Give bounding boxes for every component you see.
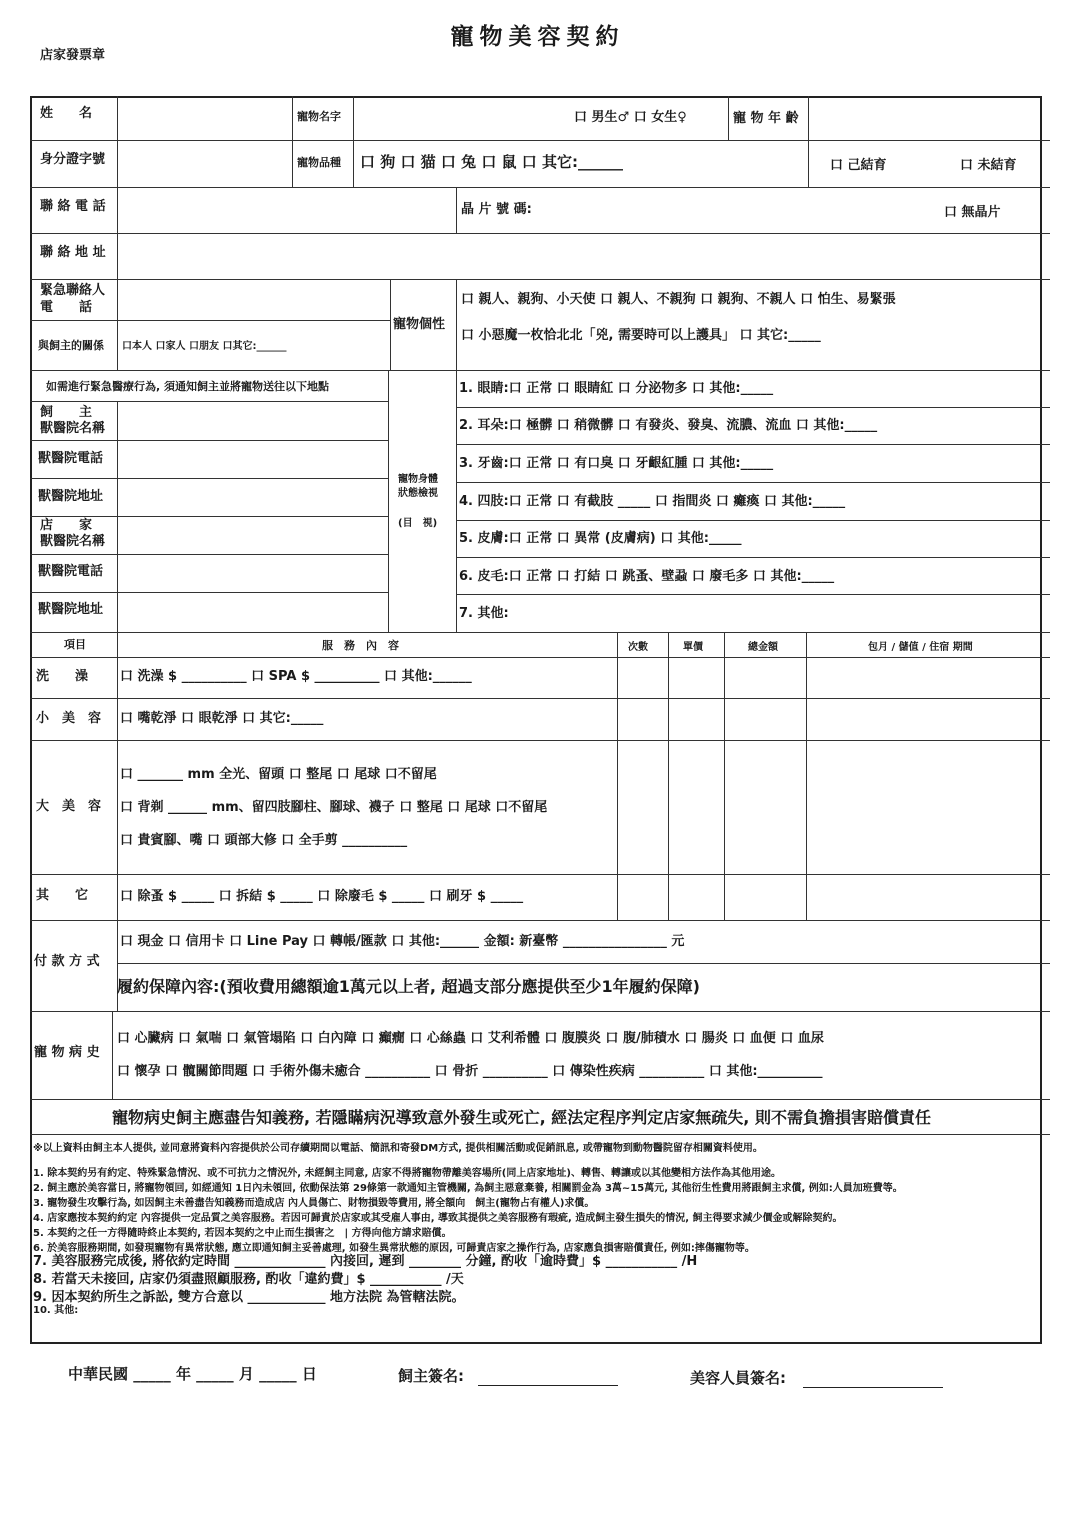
check-teeth[interactable]: 3. 牙齒:口 正常 口 有口臭 口 牙齦紅腫 口 其他:_____	[459, 456, 774, 471]
other-service-label: 其 它	[36, 888, 89, 903]
privacy-consent-note: ※以上資料由飼主本人提供, 並同意將資料內容提供於公司存續期間以電話、簡訊和寄發DM方式, 提供相關活動或促銷訊息, 或帶寵物到動物醫院留存相關資料使用。	[33, 1143, 763, 1154]
term-7[interactable]: 7. 美容服務完成後, 將依約定時間 ______________ 內接回, 遲到 ________ 分鐘, 酌收「逾時費」$ ___________ /H	[33, 1254, 698, 1269]
owner-vet-name-label: 獸醫院名稱	[40, 421, 106, 436]
pet-age-label: 寵 物 年 齡	[733, 111, 799, 126]
relation-label: 與飼主的關係	[38, 339, 104, 352]
full-grooming-label: 大 美 容	[36, 799, 102, 814]
owner-vet-address-label: 獸醫院地址	[38, 489, 104, 504]
neutered-checkbox[interactable]: 口 己結育	[830, 158, 887, 173]
shop-vet-label: 店 家	[40, 518, 93, 533]
personality-options-line1[interactable]: 口 親人、親狗、小天使 口 親人、不親狗 口 親狗、不親人 口 怕生、易緊張	[461, 292, 896, 307]
owner-vet-label: 飼 主	[40, 405, 93, 420]
full-grooming-line1[interactable]: 口 _______ mm 全光、留頭 口 整尾 口 尾球 口不留尾	[120, 767, 437, 782]
personality-options-line2[interactable]: 口 小惡魔一枚恰北北「兇, 需要時可以上護具」 口 其它:_____	[461, 328, 821, 343]
check-ears[interactable]: 2. 耳朵:口 極髒 口 稍微髒 口 有發炎、發臭、流膿、流血 口 其他:_____	[459, 418, 878, 433]
pet-personality-label: 寵物個性	[393, 317, 446, 332]
emergency-phone-label: 電 話	[40, 300, 93, 315]
phone-label: 聯 絡 電 話	[40, 199, 106, 214]
term-10[interactable]: 10. 其他:	[33, 1305, 79, 1316]
contract-date[interactable]: 中華民國 _____ 年 _____ 月 _____ 日	[68, 1365, 317, 1383]
owner-signature-line[interactable]	[478, 1385, 618, 1386]
full-grooming-line3[interactable]: 口 貴賓腳、嘴 口 頭部大修 口 全手剪 __________	[120, 833, 408, 848]
check-limbs[interactable]: 4. 四肢:口 正常 口 有截肢 _____ 口 指間炎 口 癱瘓 口 其他:_____	[459, 494, 846, 509]
shop-vet-name-label: 獸醫院名稱	[40, 534, 106, 549]
full-grooming-line2[interactable]: 口 背剃 ______ mm、留四肢腳柱、腳球、襪子 口 整尾 口 尾球 口不留尾	[120, 800, 548, 815]
emergency-medical-notice: 如需進行緊急醫療行為, 須通知飼主並將寵物送往以下地點	[46, 380, 330, 393]
bath-options[interactable]: 口 洗澡 $ __________ 口 SPA $ __________ 口 其他:______	[120, 669, 472, 684]
pet-breed-label: 寵物品種	[297, 156, 341, 169]
check-skin[interactable]: 5. 皮膚:口 正常 口 異常 (皮膚病) 口 其他:_____	[459, 531, 742, 546]
chip-number-label: 晶 片 號 碼:	[461, 202, 532, 217]
other-service-options[interactable]: 口 除蚤 $ _____ 口 拆結 $ _____ 口 除廢毛 $ _____ 口 刷牙 $ _____	[120, 889, 524, 904]
address-label: 聯 絡 地 址	[40, 245, 106, 260]
medical-history-label: 寵 物 病 史	[34, 1045, 100, 1060]
term-1: 1. 除本契約另有約定、特殊緊急情況、或不可抗力之情況外, 未經飼主同意, 店家不得將寵物帶離美容場所(同上店家地址)、轉售、轉讓或以其他變相方法作為其他用途。	[33, 1168, 781, 1179]
service-header-total: 總金額	[748, 642, 778, 653]
bath-label: 洗 澡	[36, 669, 89, 684]
staff-signature-line[interactable]	[803, 1387, 943, 1388]
body-check-label-3: (目 視)	[398, 518, 438, 529]
pet-name-label: 寵物名字	[297, 110, 341, 123]
check-coat[interactable]: 6. 皮毛:口 正常 口 打結 口 跳蚤、壁蝨 口 廢毛多 口 其他:_____	[459, 569, 835, 584]
performance-guarantee-text: 履約保障內容:(預收費用總額逾1萬元以上者, 超過支部分應提供至少1年履約保障)	[117, 977, 700, 996]
service-header-unit-price: 單價	[683, 642, 703, 653]
not-neutered-checkbox[interactable]: 口 未結育	[960, 158, 1017, 173]
medical-history-line2[interactable]: 口 懷孕 口 髖關節問題 口 手術外傷未癒合 __________ 口 骨折 __________ 口 傳染性疾病 __________ 口 其他:__________	[117, 1064, 823, 1079]
emergency-contact-label: 緊急聯絡人	[40, 283, 106, 298]
service-header-item: 項目	[64, 638, 86, 651]
check-eyes[interactable]: 1. 眼睛:口 正常 口 眼睛紅 口 分泌物多 口 其他:_____	[459, 381, 774, 396]
term-2: 2. 飼主應於美容當日, 將寵物領回, 如經通知 1日內未領回, 依動保法第 29條第一款通知主管機關, 為飼主惡意棄養, 相關罰金為 3萬~15萬元, 其他衍生性費用將跟飼主求償, 例如:人員加班費等。	[33, 1183, 903, 1194]
staff-signature-label: 美容人員簽名:	[690, 1369, 786, 1387]
shop-vet-phone-label: 獸醫院電話	[38, 564, 104, 579]
owner-vet-phone-label: 獸醫院電話	[38, 451, 104, 466]
term-5: 5. 本契約之任一方得隨時終止本契約, 若因本契約之中止而生損害之 | 方得向他方請求賠償。	[33, 1228, 452, 1239]
service-header-count: 次數	[628, 642, 648, 653]
pet-gender-options[interactable]: 口 男生♂ 口 女生♀	[574, 110, 687, 125]
owner-signature-label: 飼主簽名:	[398, 1367, 464, 1385]
term-8[interactable]: 8. 若當天未接回, 店家仍須盡照顧服務, 酌收「違約費」$ ___________ /天	[33, 1272, 464, 1287]
term-6: 6. 於美容服務期間, 如發現寵物有異常狀態, 應立即通知飼主妥善處理, 如發生異常狀態的原因, 可歸責店家之操作行為, 店家應負損害賠償責任, 例如:摔傷寵物等。	[33, 1243, 755, 1254]
term-9[interactable]: 9. 因本契約所生之訴訟, 雙方合意以 ____________ 地方法院 為管轄法院。	[33, 1290, 465, 1305]
pet-breed-options[interactable]: 口 狗 口 猫 口 兔 口 鼠 口 其它:______	[360, 153, 623, 171]
owner-name-label: 姓 名	[40, 106, 93, 121]
relation-options[interactable]: 口本人 口家人 口朋友 口其它:______	[122, 341, 287, 352]
shop-invoice-stamp-label: 店家發票章	[40, 48, 106, 63]
body-check-label-2: 狀態檢視	[398, 488, 438, 499]
term-4: 4. 店家應按本契約約定 內容提供一定品質之美容服務。若因可歸責於店家或其受雇人事由, 導致其提供之美容服務有瑕疵, 造成飼主發生損失的情況, 飼主得要求減少價金或解除契約。	[33, 1213, 843, 1224]
payment-options[interactable]: 口 現金 口 信用卡 口 Line Pay 口 轉帳/匯款 口 其他:______ 金額: 新臺幣 ________________ 元	[120, 934, 685, 949]
check-other[interactable]: 7. 其他:	[459, 606, 509, 621]
small-grooming-options[interactable]: 口 嘴乾淨 口 眼乾淨 口 其它:_____	[120, 711, 324, 726]
service-header-period: 包月 / 儲值 / 住宿 期間	[868, 642, 973, 653]
service-header-content: 服 務 內 容	[322, 639, 399, 652]
shop-vet-address-label: 獸醫院地址	[38, 602, 104, 617]
medical-history-line1[interactable]: 口 心臟病 口 氣喘 口 氣管塌陷 口 白內障 口 癲癇 口 心絲蟲 口 艾利希體 口 腹膜炎 口 腹/肺積水 口 腸炎 口 血便 口 血尿	[117, 1031, 824, 1046]
document-title: 寵物美容契約	[450, 24, 625, 50]
body-check-label-1: 寵物身體	[398, 474, 438, 485]
small-grooming-label: 小 美 容	[36, 711, 102, 726]
medical-disclosure-warning: 寵物病史飼主應盡告知義務, 若隱瞞病況導致意外發生或死亡, 經法定程序判定店家無疏失, 則不需負擔損害賠償責任	[112, 1108, 931, 1127]
id-number-label: 身分證字號	[40, 152, 106, 167]
term-3: 3. 寵物發生攻擊行為, 如因飼主未善盡告知義務而造成店 內人員傷亡、財物損毀等費用, 將全額向 飼主(寵物占有權人)求償。	[33, 1198, 595, 1209]
payment-method-label: 付 款 方 式	[34, 954, 100, 969]
no-chip-checkbox[interactable]: 口 無晶片	[944, 205, 1001, 220]
